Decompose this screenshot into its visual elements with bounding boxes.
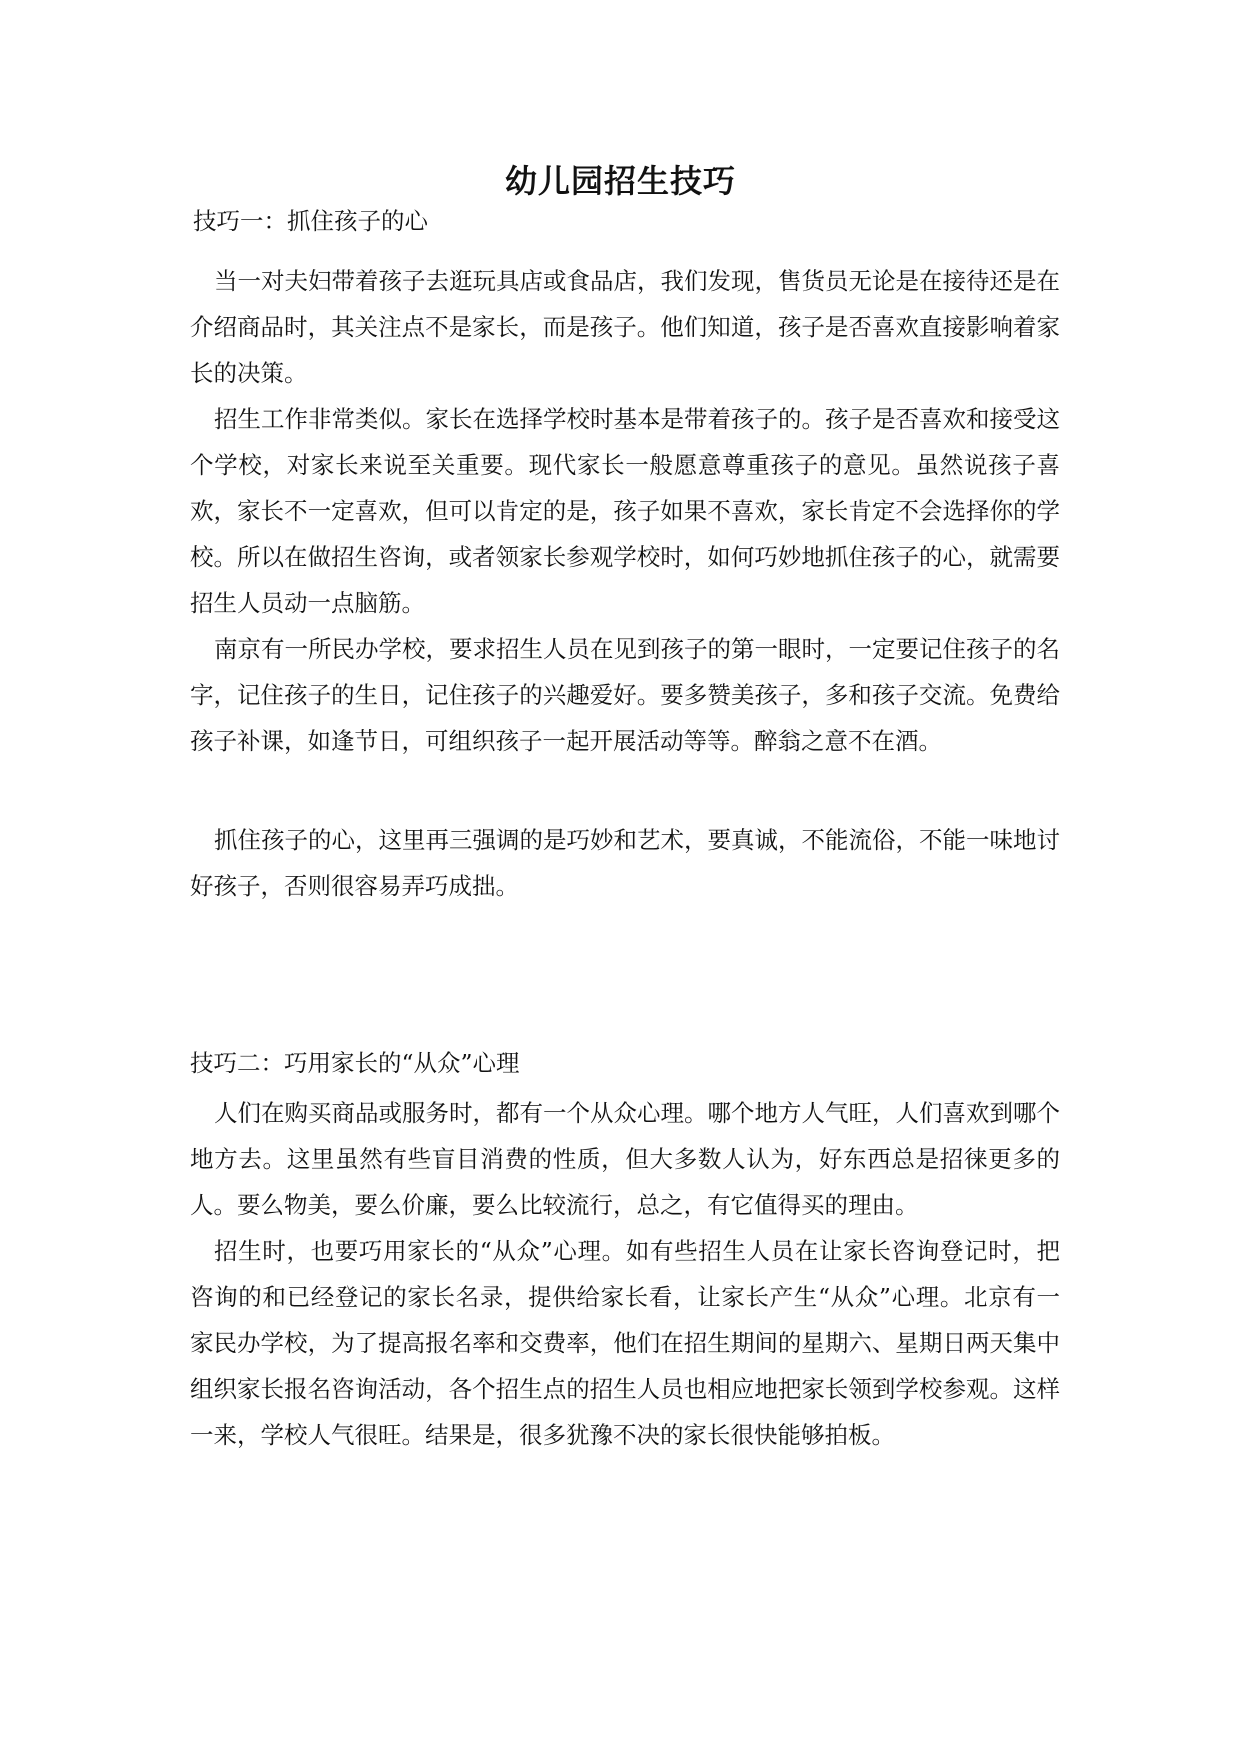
section-1-body-a [190, 258, 1060, 764]
section-heading-2: 技巧二：巧用家长的“从众”心理 [190, 1049, 520, 1077]
document-title: 幼儿园招生技巧 [504, 162, 736, 200]
paragraph: 招生工作非常类似。家长在选择学校时基本是带着孩子的。孩子是否喜欢和接受这个学校，对家长来说至关重要。现代家长一般愿意尊重孩子的意见。虽然说孩子喜欢，家长不一定喜欢，但可以肯定的是，孩子如果不喜欢，家长肯定不会选择你的学校。所以在做招生咨询，或者领家长参观学校时，如何巧妙地抓住孩子的心，就需要招生人员动一点脑筋。 [190, 405, 1060, 617]
section-heading-1: 技巧一：抓住孩子的心 [193, 207, 428, 235]
paragraph: 当一对夫妇带着孩子去逛玩具店或食品店，我们发现，售货员无论是在接待还是在介绍商品时，其关注点不是家长，而是孩子。他们知道，孩子是否喜欢直接影响着家长的决策。 [190, 267, 1060, 387]
paragraph: 招生时，也要巧用家长的“从众”心理。如有些招生人员在让家长咨询登记时，把咨询的和已经登记的家长名录，提供给家长看，让家长产生“从众”心理。北京有一家民办学校，为了提高报名率和交费率，他们在招生期间的星期六、星期日两天集中组织家长报名咨询活动，各个招生点的招生人员也相应地把家长领到学校参观。这样一来，学校人气很旺。结果是，很多犹豫不决的家长很快能够拍板。 [190, 1237, 1060, 1449]
section-1-body-b [190, 817, 1060, 909]
paragraph: 抓住孩子的心，这里再三强调的是巧妙和艺术，要真诚，不能流俗，不能一味地讨好孩子，否则很容易弄巧成拙。 [190, 826, 1060, 900]
paragraph: 南京有一所民办学校，要求招生人员在见到孩子的第一眼时，一定要记住孩子的名字，记住孩子的生日，记住孩子的兴趣爱好。要多赞美孩子，多和孩子交流。免费给孩子补课，如逢节日，可组织孩子一起开展活动等等。醉翁之意不在酒。 [190, 635, 1060, 755]
section-2-body [190, 1090, 1060, 1458]
paragraph: 人们在购买商品或服务时，都有一个从众心理。哪个地方人气旺，人们喜欢到哪个地方去。这里虽然有些盲目消费的性质，但大多数人认为，好东西总是招徕更多的人。要么物美，要么价廉，要么比较流行，总之，有它值得买的理由。 [190, 1099, 1060, 1219]
